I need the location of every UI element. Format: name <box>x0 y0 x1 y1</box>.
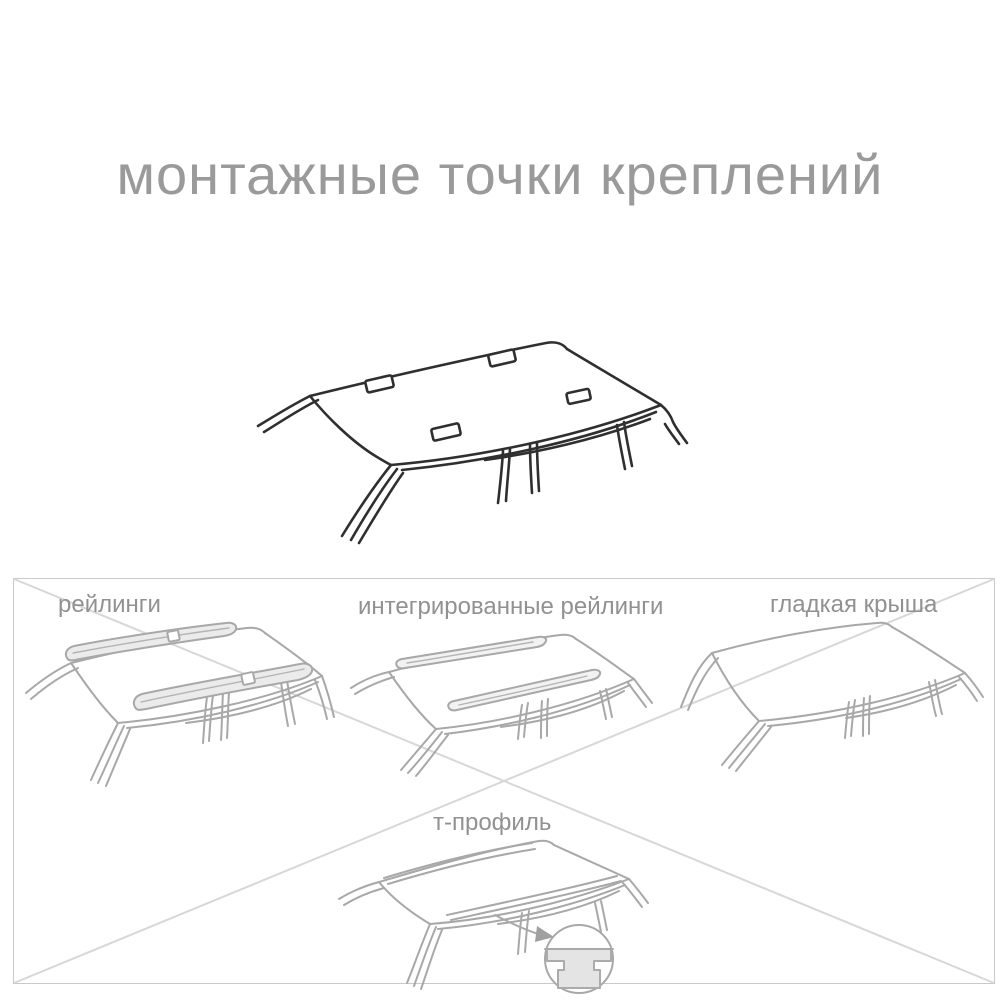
roof-type-railings-label: рейлинги <box>58 591 161 618</box>
roof-type-tprofile-figure <box>291 831 711 996</box>
raised-rail-far <box>66 623 236 661</box>
roof-types-panel <box>13 578 995 984</box>
rail-fixing-block <box>167 630 180 642</box>
roof-type-smooth-figure <box>681 621 991 796</box>
roof-type-integrated-label: интегрированные рейлинги <box>358 593 664 620</box>
mounting-point-icon <box>365 375 394 393</box>
roof-type-integrated-figure <box>341 626 681 806</box>
mounting-point-icon <box>566 389 591 405</box>
roof-type-railings-figure <box>21 616 351 806</box>
roof-type-smooth-label: гладкая крыша <box>770 591 938 618</box>
mounting-point-icon <box>488 349 516 367</box>
main-roof-diagram <box>230 330 700 560</box>
rail-fixing-block <box>241 672 255 685</box>
roof-outline <box>258 342 687 543</box>
roof-type-tprofile-label: т-профиль <box>433 809 552 836</box>
page-title: монтажные точки креплений <box>116 143 884 206</box>
mounting-point-icon <box>431 423 461 441</box>
